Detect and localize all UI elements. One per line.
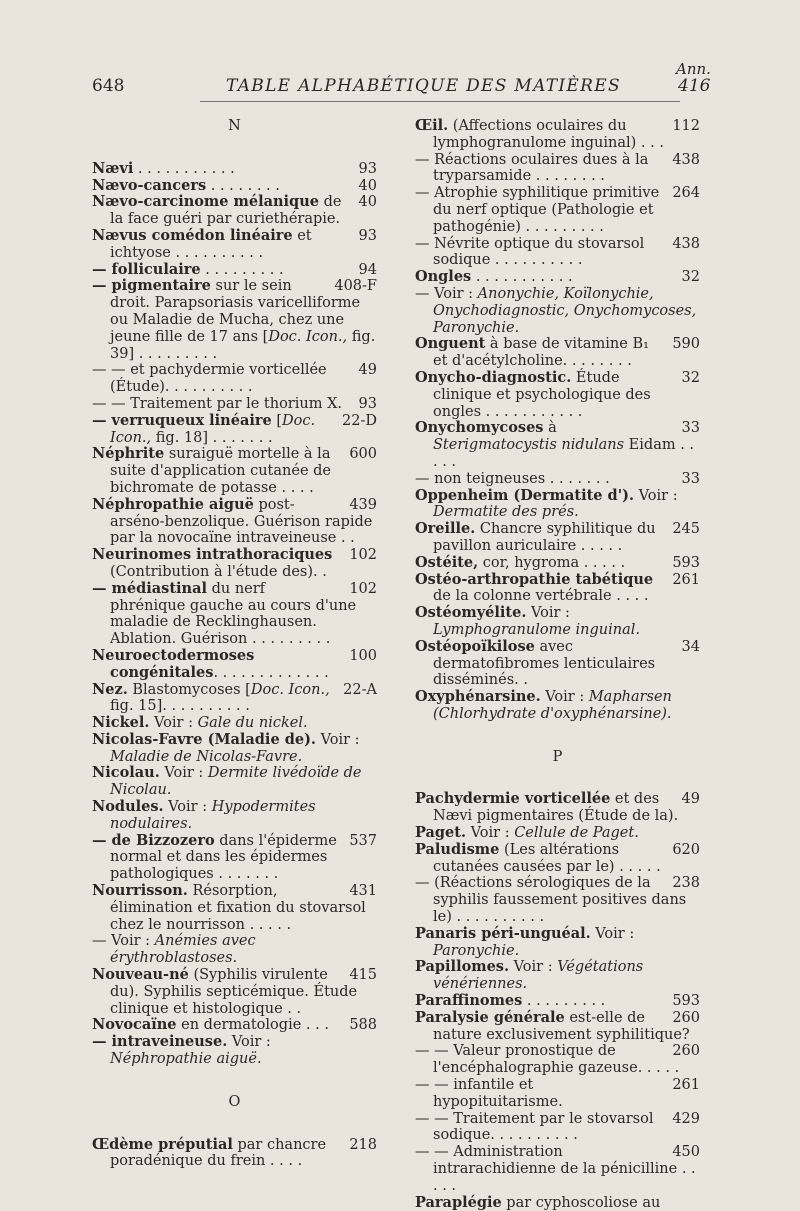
- entry-term: Nicolas-Favre (Maladie de).: [92, 730, 316, 748]
- entry-text: de la colonne vertébrale . . . .: [433, 588, 649, 605]
- entry-text: post-arséno-benzolique. Guérison rapide par la novocaïne intraveineuse . .: [110, 496, 373, 547]
- entry-text: (Syphilis virulente du). Syphilis septicémique. Étude clinique et histologique . .: [110, 967, 358, 1017]
- entry-reference: Cellule de Paget.: [514, 825, 639, 842]
- index-entry: [92, 161, 377, 178]
- entry-text: — — Valeur pronostique de l'encéphalographie gazeuse. . . . .: [415, 1043, 680, 1077]
- page-header: [0, 76, 800, 100]
- entry-text: Voir :: [590, 925, 635, 942]
- index-entry: [415, 605, 700, 639]
- index-entry: [415, 185, 700, 235]
- entry-text: — Névrite optique du stovarsol sodique . . . . . . . . . .: [415, 235, 645, 269]
- section-letter: P: [552, 748, 563, 765]
- entry-term: Néphrite: [92, 445, 165, 463]
- entry-page: 260: [672, 1043, 700, 1060]
- index-entry: [92, 967, 377, 1017]
- entry-page: 590: [672, 336, 700, 353]
- entry-text: — non teigneuses . . . . . . .: [415, 470, 610, 487]
- entry-text: dans l'épiderme normal et dans les épidermes pathologiques . . . . . . .: [110, 832, 337, 883]
- header-rule: [200, 101, 680, 102]
- entry-page: 264: [672, 185, 700, 202]
- entry-term: Ostéite,: [415, 553, 479, 571]
- entry-term: Nævi: [92, 159, 134, 177]
- entry-text: Blastomycoses [: [127, 681, 251, 698]
- entry-text: sur le sein droit. Parapsoriasis varicelliforme ou Maladie de Mucha, chez une jeune fille de 17 ans [: [110, 278, 361, 345]
- entry-term: — de Bizzozero: [92, 831, 215, 849]
- index-entry: [92, 497, 377, 547]
- index-entry: [415, 521, 700, 555]
- index-entry: [92, 413, 377, 447]
- index-entry: [415, 471, 700, 488]
- entry-page: 439: [349, 496, 377, 513]
- index-entry: [92, 446, 377, 496]
- index-entry: [415, 875, 700, 925]
- entry-text: et ichtyose . . . . . . . . . .: [110, 227, 312, 261]
- index-entry: [415, 639, 700, 689]
- entry-term: — intraveineuse.: [92, 1033, 228, 1051]
- index-entry: [415, 1077, 700, 1111]
- index-entry: [415, 926, 700, 960]
- entry-term: — médiastinal: [92, 579, 207, 597]
- entry-term: Ostéo-arthropathie tabétique: [415, 570, 654, 588]
- entry-term: Néphropathie aiguë: [92, 495, 254, 513]
- index-entry: [415, 842, 700, 876]
- index-entry: [92, 581, 377, 648]
- entry-page: 415: [349, 967, 377, 984]
- left-column: [92, 118, 377, 1170]
- entry-text: Voir :: [163, 799, 212, 816]
- index-entry: [92, 732, 377, 766]
- page-title: TABLE ALPHABÉTIQUE DES MATIÈRES: [226, 76, 621, 96]
- entry-reference: Végétations vénériennes.: [433, 959, 644, 993]
- entry-leader: . . . . . . . . .: [522, 993, 606, 1010]
- entry-term: Ostéomyélite.: [415, 604, 527, 622]
- entry-term: Paget.: [415, 824, 467, 842]
- entry-text: — Réactions oculaires dues à la tryparsamide . . . . . . . .: [415, 151, 649, 185]
- index-entry: [92, 715, 377, 732]
- index-entry: [92, 262, 377, 279]
- entry-page: 261: [672, 1077, 700, 1094]
- entry-page: 94: [358, 261, 377, 278]
- entry-term: Papillomes.: [415, 958, 510, 976]
- section-letter: O: [228, 1093, 241, 1110]
- entry-reference: Lymphogranulome inguinal.: [433, 621, 640, 638]
- entry-leader: . . . . . . . . .: [200, 261, 284, 278]
- entry-text: est-elle de nature exclusivement syphilitique?: [433, 1009, 690, 1043]
- entry-page: 93: [358, 395, 377, 412]
- entry-text: Voir :: [159, 765, 208, 782]
- entry-page: 32: [681, 369, 700, 386]
- index-entry: [92, 933, 377, 967]
- entry-text: par cyphoscoliose au: [501, 1194, 661, 1211]
- volume-number: 416: [678, 76, 711, 96]
- entry-term: Paraffinomes: [415, 992, 523, 1010]
- entry-reference: Dermite livédoïde de Nicolau.: [110, 765, 362, 799]
- entry-reference: Doc. Icon.,: [250, 681, 330, 698]
- entry-term: Œil.: [415, 117, 449, 134]
- entry-page: 40: [358, 194, 377, 211]
- index-entry: [415, 488, 700, 522]
- entry-term: Onychomycoses: [415, 419, 544, 437]
- index-entry: [415, 1010, 700, 1044]
- entry-term: Oppenheim (Dermatite d').: [415, 486, 635, 504]
- entry-page: 102: [349, 580, 377, 597]
- entry-text: Résorption, élimination et fixation du stovarsol chez le nourrisson . . . . .: [110, 883, 366, 933]
- entry-text: Étude clinique et psychologique des ongles . . . . . . . . . . .: [433, 369, 651, 420]
- entry-text: de la face guéri par curiethérapie.: [110, 194, 342, 228]
- entry-page: 408-F: [334, 278, 377, 295]
- entry-term: Oxyphénarsine.: [415, 688, 541, 706]
- entry-page: 438: [672, 151, 700, 168]
- entry-text: fig. 15]. . . . . . . . . .: [110, 698, 250, 715]
- entry-reference: Sterigmatocystis nidulans: [433, 437, 625, 454]
- entry-page: 245: [672, 521, 700, 538]
- entry-term: Nævo-cancers: [92, 176, 207, 194]
- entry-term: Paraplégie: [415, 1193, 502, 1211]
- index-entry: [415, 572, 700, 606]
- entry-page: 100: [349, 647, 377, 664]
- entry-term: — pigmentaire: [92, 277, 211, 295]
- index-entry: [415, 118, 700, 152]
- entry-page: 34: [681, 638, 700, 655]
- entry-page: 593: [672, 554, 700, 571]
- entry-term: Pachydermie vorticellée: [415, 790, 611, 808]
- entry-page: 238: [672, 875, 700, 892]
- entry-page: 93: [358, 160, 377, 177]
- right-column: [415, 118, 700, 1211]
- entry-text: — — Traitement par le thorium X.: [92, 395, 343, 412]
- index-entry: [92, 362, 377, 396]
- index-entry: [92, 883, 377, 933]
- index-entry: [415, 791, 700, 825]
- entry-term: Neuroectodermoses congénitales: [92, 646, 255, 681]
- entry-text: fig. 18] . . . . . . .: [151, 429, 273, 446]
- entry-term: Onycho-diagnostic.: [415, 368, 572, 386]
- entry-reference: Gale du nickel.: [197, 715, 308, 732]
- entry-page: 33: [681, 420, 700, 437]
- index-entry: [92, 1017, 377, 1034]
- entry-page: 49: [681, 791, 700, 808]
- entry-reference: Doc. Icon.,: [268, 328, 348, 345]
- index-entry: [92, 1034, 377, 1068]
- entry-page: 22-A: [343, 681, 377, 698]
- index-entry: [92, 278, 377, 362]
- entry-text: à: [543, 420, 557, 437]
- entry-page: 260: [672, 1009, 700, 1026]
- entry-page: 93: [358, 227, 377, 244]
- index-entry: [415, 825, 700, 842]
- entry-page: 537: [349, 832, 377, 849]
- entry-reference: Anonychie, Koïlonychie, Onychodiagnostic, Onychomycoses, Paronychie.: [433, 285, 697, 336]
- entry-page: 593: [672, 993, 700, 1010]
- entry-page: 33: [681, 470, 700, 487]
- entry-reference: Anémies avec érythroblastoses.: [110, 933, 256, 967]
- entry-page: 429: [672, 1110, 700, 1127]
- entry-page: 40: [358, 177, 377, 194]
- entry-term: Novocaïne: [92, 1016, 177, 1034]
- entry-text: fig. 39] . . . . . . . . .: [110, 328, 376, 362]
- entry-term: Oreille.: [415, 520, 476, 538]
- index-entry: [415, 286, 700, 336]
- index-entry: [92, 228, 377, 262]
- entry-text: Voir :: [634, 487, 678, 504]
- entry-term: Ongles: [415, 268, 472, 286]
- entry-text: cor, hygroma . . . . .: [478, 554, 626, 571]
- entry-text: — — Traitement par le stovarsol sodique. . . . . . . . . .: [415, 1110, 654, 1144]
- entry-page: 438: [672, 235, 700, 252]
- entry-page: 102: [349, 547, 377, 564]
- entry-text: — — Administration intrarachidienne de la pénicilline . . . . .: [415, 1144, 696, 1194]
- index-entry: [415, 236, 700, 270]
- entry-text: et des Nævi pigmentaires (Étude de la).: [433, 791, 679, 825]
- entry-text: Voir :: [316, 731, 360, 748]
- entry-term: Neurinomes intrathoraciques: [92, 546, 333, 564]
- index-entry: [415, 1111, 700, 1145]
- entry-page: 112: [672, 118, 700, 134]
- entry-term: Nickel.: [92, 714, 150, 732]
- entry-term: Nouveau-né: [92, 966, 189, 984]
- index-entry: [92, 1137, 377, 1171]
- index-entry: [92, 799, 377, 833]
- entry-term: Œdème préputial: [92, 1135, 233, 1153]
- entry-term: Nicolau.: [92, 764, 160, 782]
- page-number: 648: [92, 76, 125, 96]
- entry-text: en dermatologie . . .: [176, 1017, 329, 1034]
- entry-page: 32: [681, 269, 700, 286]
- index-entry: [415, 993, 700, 1010]
- index-entry: [415, 959, 700, 993]
- entry-reference: Dermatite des prés.: [433, 504, 579, 521]
- entry-text: — Voir :: [415, 285, 478, 302]
- index-entry: [415, 370, 700, 420]
- entry-reference: Doc. Icon.,: [110, 412, 316, 446]
- entry-page: 218: [349, 1136, 377, 1153]
- entry-text: Eidam . . . . .: [433, 437, 695, 470]
- entry-text: Voir :: [227, 1034, 271, 1051]
- entry-page: 588: [349, 1017, 377, 1034]
- corner-note: Ann.: [676, 60, 711, 78]
- index-entry: [415, 152, 700, 186]
- entry-page: 22-D: [342, 412, 377, 429]
- entry-term: Ostéopoïkilose: [415, 637, 535, 655]
- entry-term: Paludisme: [415, 840, 500, 858]
- entry-text: du nerf phrénique gauche au cours d'une maladie de Recklinghausen. Ablation. Guérison . . . . . . . . .: [110, 580, 357, 648]
- entry-page: 261: [672, 571, 700, 588]
- index-entry: [92, 396, 377, 413]
- index-entry: [92, 682, 377, 716]
- entry-page: 49: [358, 362, 377, 379]
- entry-reference: Hypodermites nodulaires.: [110, 799, 316, 832]
- index-entry: [92, 194, 377, 228]
- index-entry: [415, 336, 700, 370]
- entry-term: Paralysie générale: [415, 1008, 565, 1026]
- index-entry: [415, 689, 700, 723]
- entry-term: — verruqueux linéaire: [92, 411, 272, 429]
- entry-text: Voir :: [466, 825, 515, 842]
- section-letter: N: [228, 118, 241, 134]
- entry-term: Nævus comédon linéaire: [92, 226, 293, 244]
- entry-text: — Voir :: [92, 933, 155, 950]
- entry-text: suraiguë mortelle à la suite d'application cutanée de bichromate de potasse . . . .: [110, 446, 331, 496]
- entry-text: à base de vitamine B₁ et d'acétylcholine. . . . . . . .: [433, 336, 649, 370]
- entry-text: avec dermatofibromes lenticulaires disséminés. .: [433, 638, 656, 689]
- entry-leader: . . . . . . . .: [206, 177, 280, 194]
- entry-text: — — et pachydermie vorticellée (Étude). . . . . . . . . .: [92, 362, 327, 396]
- entry-leader: . . . . . . . . . . . . .: [213, 664, 329, 681]
- entry-text: (Les altérations cutanées causées par le) . . . . .: [433, 841, 661, 875]
- entry-text: — Atrophie syphilitique primitive du nerf optique (Pathologie et pathogénie) . . . . . . . . .: [415, 185, 660, 235]
- entry-text: Voir :: [526, 605, 570, 622]
- entry-text: Chancre syphilitique du pavillon auriculaire . . . . .: [433, 521, 656, 554]
- entry-reference: Paronychie.: [433, 942, 520, 959]
- entry-term: Panaris péri-unguéal.: [415, 924, 591, 942]
- entry-text: par chancre poradénique du frein . . . .: [110, 1136, 327, 1170]
- entry-text: [: [271, 412, 282, 429]
- entry-text: (Contribution à l'étude des). .: [110, 563, 327, 580]
- entry-text: — — infantile et hypopituitarisme.: [415, 1077, 563, 1110]
- index-entry: [415, 1144, 700, 1194]
- index-entry: [92, 648, 377, 682]
- index-entry: [415, 269, 700, 286]
- entry-text: Voir :: [540, 689, 589, 706]
- index-entry: [92, 178, 377, 195]
- entry-term: Nourrisson.: [92, 882, 188, 900]
- entry-text: (Affections oculaires du lymphogranulome inguinal) . . .: [433, 118, 664, 151]
- index-entry: [415, 555, 700, 572]
- entry-reference: Mapharsen (Chlorhydrate d'oxyphénarsine).: [433, 689, 672, 722]
- entry-leader: . . . . . . . . . . .: [133, 160, 235, 177]
- entry-term: Onguent: [415, 335, 486, 353]
- entry-reference: Néphropathie aiguë.: [110, 1051, 262, 1068]
- index-entry: [92, 833, 377, 883]
- index-entry: [415, 1043, 700, 1077]
- entry-text: Voir :: [509, 959, 558, 976]
- entry-term: — folliculaire: [92, 260, 201, 278]
- entry-term: Nævo-carcinome mélanique: [92, 193, 319, 211]
- entry-term: Nodules.: [92, 798, 164, 816]
- entry-page: 431: [349, 883, 377, 900]
- index-entry: [92, 547, 377, 581]
- entry-reference: Maladie de Nicolas-Favre.: [110, 748, 303, 765]
- index-entry: [92, 765, 377, 799]
- entry-page: 600: [349, 446, 377, 463]
- entry-page: 450: [672, 1144, 700, 1161]
- entry-text: — (Réactions sérologiques de la syphilis faussement positives dans le) . . . . . . . . . .: [415, 875, 687, 926]
- entry-leader: . . . . . . . . . . .: [471, 269, 573, 286]
- index-entry: [415, 420, 700, 470]
- entry-page: 620: [672, 841, 700, 858]
- entry-term: Nez.: [92, 680, 128, 698]
- entry-text: Voir :: [149, 715, 198, 732]
